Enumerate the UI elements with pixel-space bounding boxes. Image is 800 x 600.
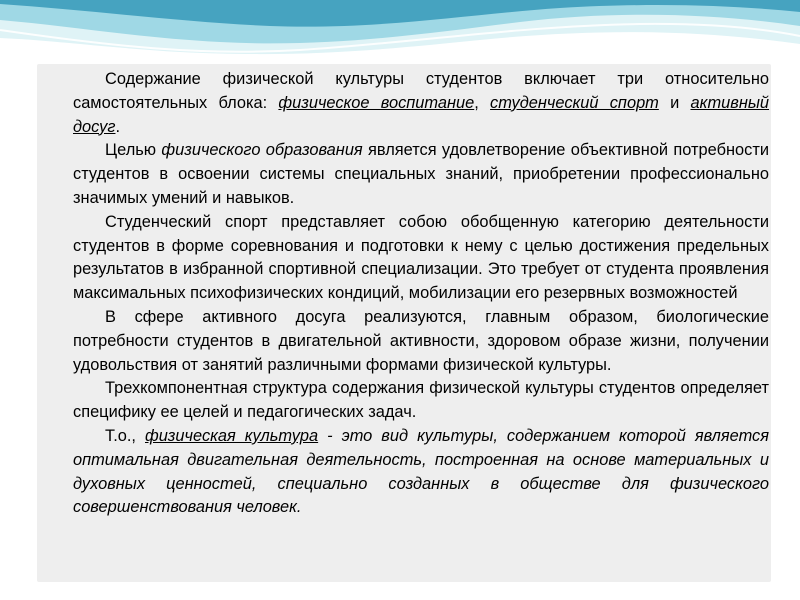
slide-body-text <box>73 68 769 520</box>
paragraph-4: В сфере активного досуга реализуются, главным образом, биологические потребности студентов в двигательной активности, здоровом образе жизни, получении удовольствия от занятий различными формами физической культуры. <box>73 307 769 374</box>
term-physical-education: физическое воспитание <box>278 93 475 112</box>
text-box <box>37 64 771 582</box>
paragraph-2 <box>73 139 769 210</box>
paragraph-3: Студенческий спорт представляет собою обобщенную категорию деятельности студентов в форме соревнования и подготовки к нему с целью достижения предельных результатов в избранной спортивной специализации. Это требует от студента проявления максимальных психофизических кондиций, мобилизации его резервных возможностей <box>73 212 769 303</box>
p1-text-a: Содержание физической культуры студентов включает три относительно самостоятельных блока: <box>73 70 769 112</box>
paragraph-6 <box>73 425 769 520</box>
wave-header-decoration <box>0 0 800 62</box>
paragraph-1 <box>73 68 769 139</box>
p1-text-g: . <box>115 117 121 136</box>
term-physical-education-goal: физического образования <box>161 141 363 160</box>
p2-text-a: Целью <box>105 141 162 160</box>
p6-text-a: Т.о., <box>105 426 145 445</box>
p1-text-e: и <box>658 93 691 112</box>
p1-text-c: , <box>474 93 491 112</box>
term-active-leisure: активный досуг <box>73 93 770 136</box>
p6-text-c: - это вид культуры, содержанием которой является оптимальная двигательная деятельность, построенная на основе материальных и духовных ценностей, специально созданных в обществе для физического совершенствования человек. <box>73 426 769 517</box>
paragraph-5: Трехкомпонентная структура содержания физической культуры студентов определяет специфику ее целей и педагогических задач. <box>73 379 769 422</box>
term-physical-culture: физическая культура <box>145 426 319 445</box>
p2-text-c: является удовлетворение объективной потребности студентов в освоении системы специальных знаний, приобретении профессионально значимых умений и навыков. <box>73 141 769 207</box>
term-student-sport: студенческий спорт <box>490 93 659 112</box>
